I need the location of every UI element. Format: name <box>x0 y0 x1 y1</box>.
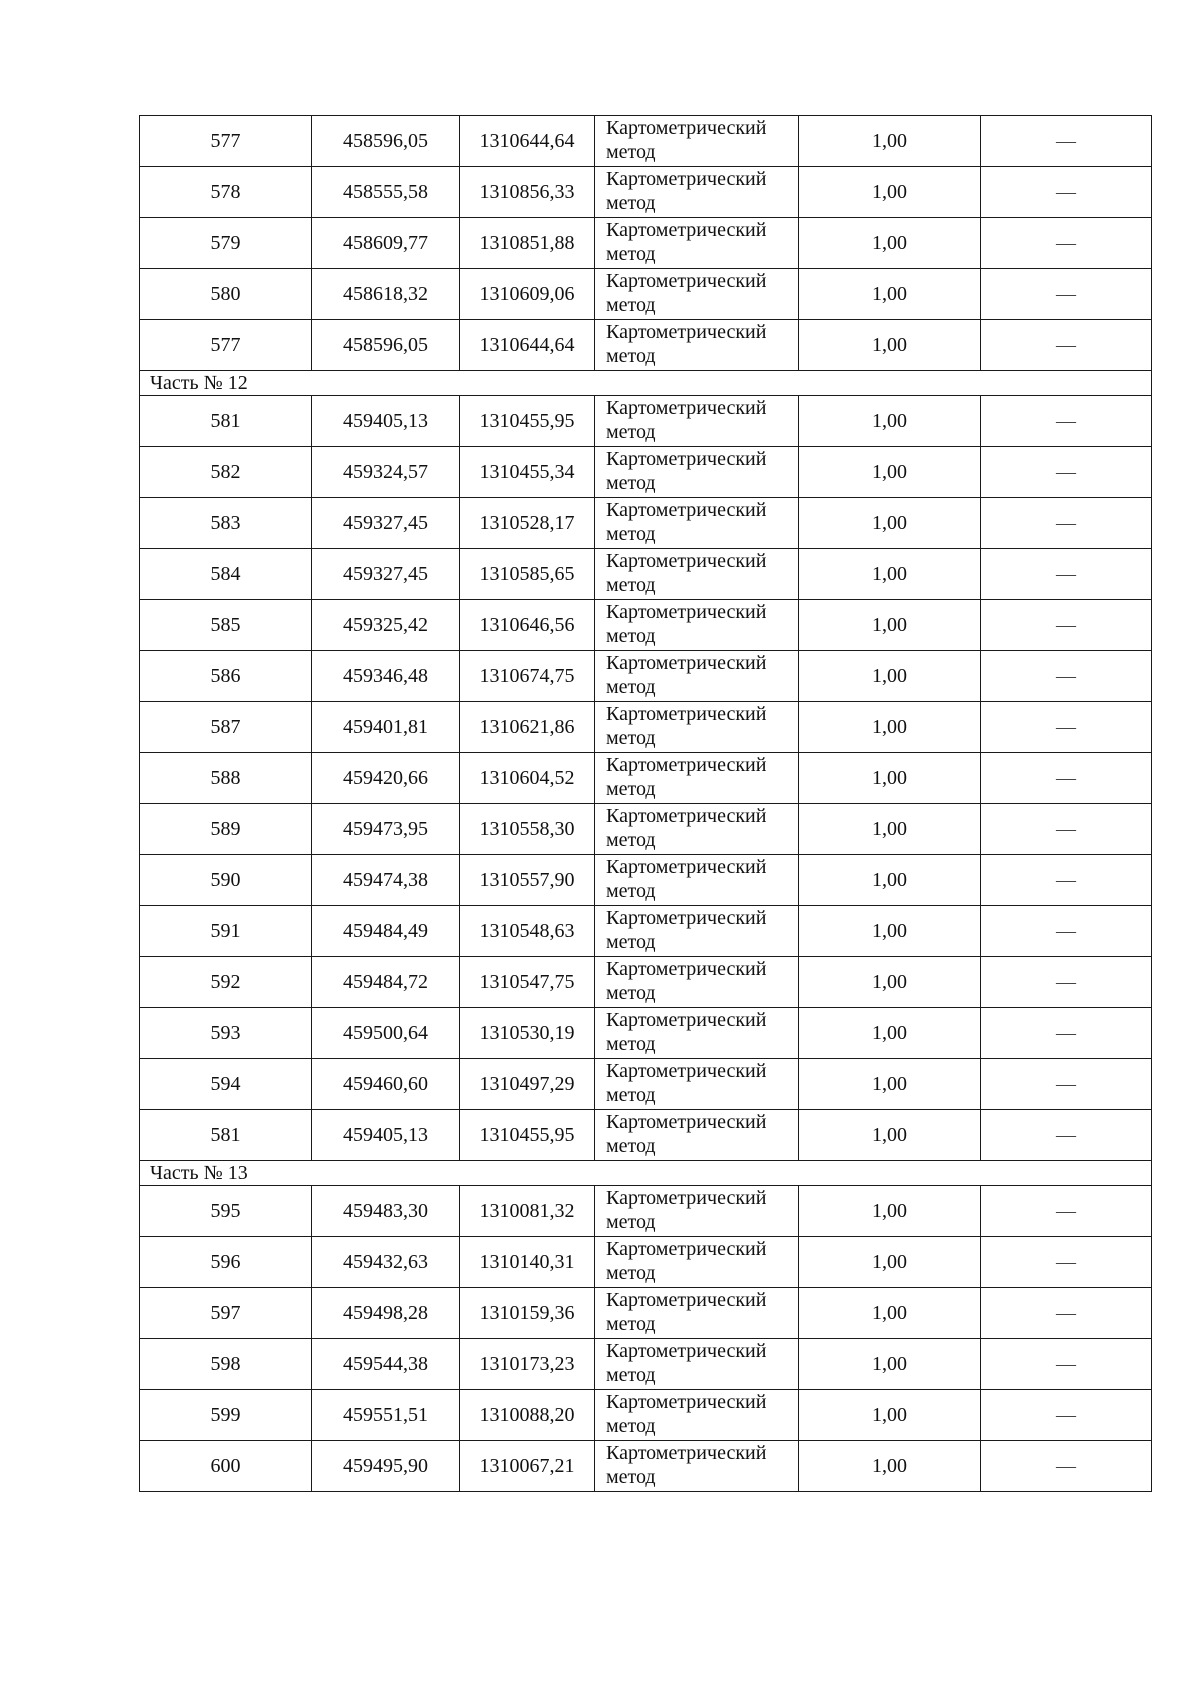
method-cell: Картометрический метод <box>595 1237 799 1288</box>
table-row <box>140 753 1152 804</box>
method-cell: Картометрический метод <box>595 447 799 498</box>
accuracy-cell: 1,00 <box>799 1237 981 1288</box>
section-title: Часть № 12 <box>140 371 1152 396</box>
method-cell: Картометрический метод <box>595 906 799 957</box>
point-number-cell: 577 <box>140 116 312 167</box>
method-cell: Картометрический метод <box>595 651 799 702</box>
table-row <box>140 1237 1152 1288</box>
y-coordinate-cell: 1310547,75 <box>460 957 595 1008</box>
table-row <box>140 651 1152 702</box>
note-cell: — <box>981 1059 1152 1110</box>
table-row <box>140 1008 1152 1059</box>
accuracy-cell: 1,00 <box>799 116 981 167</box>
point-number-cell: 585 <box>140 600 312 651</box>
accuracy-cell: 1,00 <box>799 957 981 1008</box>
x-coordinate-cell: 459484,49 <box>312 906 460 957</box>
note-cell: — <box>981 804 1152 855</box>
accuracy-cell: 1,00 <box>799 1441 981 1492</box>
point-number-cell: 580 <box>140 269 312 320</box>
accuracy-cell: 1,00 <box>799 906 981 957</box>
y-coordinate-cell: 1310856,33 <box>460 167 595 218</box>
note-cell: — <box>981 1441 1152 1492</box>
note-cell: — <box>981 116 1152 167</box>
y-coordinate-cell: 1310609,06 <box>460 269 595 320</box>
x-coordinate-cell: 459484,72 <box>312 957 460 1008</box>
point-number-cell: 583 <box>140 498 312 549</box>
table-row <box>140 1059 1152 1110</box>
section-title: Часть № 13 <box>140 1161 1152 1186</box>
x-coordinate-cell: 459500,64 <box>312 1008 460 1059</box>
accuracy-cell: 1,00 <box>799 498 981 549</box>
note-cell: — <box>981 1110 1152 1161</box>
y-coordinate-cell: 1310455,95 <box>460 396 595 447</box>
method-cell: Картометрический метод <box>595 549 799 600</box>
accuracy-cell: 1,00 <box>799 1059 981 1110</box>
y-coordinate-cell: 1310557,90 <box>460 855 595 906</box>
method-cell: Картометрический метод <box>595 1186 799 1237</box>
note-cell: — <box>981 600 1152 651</box>
method-cell: Картометрический метод <box>595 396 799 447</box>
method-cell: Картометрический метод <box>595 855 799 906</box>
point-number-cell: 578 <box>140 167 312 218</box>
y-coordinate-cell: 1310644,64 <box>460 320 595 371</box>
y-coordinate-cell: 1310088,20 <box>460 1390 595 1441</box>
y-coordinate-cell: 1310497,29 <box>460 1059 595 1110</box>
table-row <box>140 1288 1152 1339</box>
table-row <box>140 218 1152 269</box>
table-row <box>140 702 1152 753</box>
coordinates-table-body <box>140 116 1152 1492</box>
table-row <box>140 906 1152 957</box>
accuracy-cell: 1,00 <box>799 447 981 498</box>
x-coordinate-cell: 459324,57 <box>312 447 460 498</box>
method-cell: Картометрический метод <box>595 753 799 804</box>
point-number-cell: 577 <box>140 320 312 371</box>
note-cell: — <box>981 1008 1152 1059</box>
x-coordinate-cell: 458555,58 <box>312 167 460 218</box>
note-cell: — <box>981 957 1152 1008</box>
accuracy-cell: 1,00 <box>799 702 981 753</box>
y-coordinate-cell: 1310528,17 <box>460 498 595 549</box>
table-row <box>140 855 1152 906</box>
point-number-cell: 581 <box>140 1110 312 1161</box>
method-cell: Картометрический метод <box>595 1110 799 1161</box>
table-row <box>140 600 1152 651</box>
x-coordinate-cell: 459405,13 <box>312 1110 460 1161</box>
point-number-cell: 590 <box>140 855 312 906</box>
method-cell: Картометрический метод <box>595 1390 799 1441</box>
point-number-cell: 587 <box>140 702 312 753</box>
note-cell: — <box>981 1390 1152 1441</box>
note-cell: — <box>981 320 1152 371</box>
y-coordinate-cell: 1310455,34 <box>460 447 595 498</box>
x-coordinate-cell: 459327,45 <box>312 498 460 549</box>
x-coordinate-cell: 459495,90 <box>312 1441 460 1492</box>
point-number-cell: 579 <box>140 218 312 269</box>
x-coordinate-cell: 459473,95 <box>312 804 460 855</box>
y-coordinate-cell: 1310604,52 <box>460 753 595 804</box>
y-coordinate-cell: 1310621,86 <box>460 702 595 753</box>
table-row <box>140 396 1152 447</box>
note-cell: — <box>981 218 1152 269</box>
y-coordinate-cell: 1310644,64 <box>460 116 595 167</box>
accuracy-cell: 1,00 <box>799 1186 981 1237</box>
accuracy-cell: 1,00 <box>799 753 981 804</box>
note-cell: — <box>981 855 1152 906</box>
table-row <box>140 804 1152 855</box>
note-cell: — <box>981 167 1152 218</box>
note-cell: — <box>981 702 1152 753</box>
method-cell: Картометрический метод <box>595 269 799 320</box>
x-coordinate-cell: 459405,13 <box>312 396 460 447</box>
accuracy-cell: 1,00 <box>799 855 981 906</box>
note-cell: — <box>981 1237 1152 1288</box>
x-coordinate-cell: 459327,45 <box>312 549 460 600</box>
point-number-cell: 588 <box>140 753 312 804</box>
accuracy-cell: 1,00 <box>799 1339 981 1390</box>
y-coordinate-cell: 1310548,63 <box>460 906 595 957</box>
y-coordinate-cell: 1310140,31 <box>460 1237 595 1288</box>
note-cell: — <box>981 1186 1152 1237</box>
accuracy-cell: 1,00 <box>799 1110 981 1161</box>
accuracy-cell: 1,00 <box>799 1390 981 1441</box>
method-cell: Картометрический метод <box>595 116 799 167</box>
point-number-cell: 591 <box>140 906 312 957</box>
y-coordinate-cell: 1310851,88 <box>460 218 595 269</box>
accuracy-cell: 1,00 <box>799 218 981 269</box>
x-coordinate-cell: 459551,51 <box>312 1390 460 1441</box>
method-cell: Картометрический метод <box>595 957 799 1008</box>
table-row <box>140 167 1152 218</box>
x-coordinate-cell: 459401,81 <box>312 702 460 753</box>
accuracy-cell: 1,00 <box>799 320 981 371</box>
note-cell: — <box>981 651 1152 702</box>
table-row <box>140 957 1152 1008</box>
point-number-cell: 584 <box>140 549 312 600</box>
method-cell: Картометрический метод <box>595 218 799 269</box>
y-coordinate-cell: 1310067,21 <box>460 1441 595 1492</box>
x-coordinate-cell: 459346,48 <box>312 651 460 702</box>
table-row <box>140 1441 1152 1492</box>
method-cell: Картометрический метод <box>595 1288 799 1339</box>
table-row <box>140 447 1152 498</box>
y-coordinate-cell: 1310558,30 <box>460 804 595 855</box>
method-cell: Картометрический метод <box>595 1059 799 1110</box>
accuracy-cell: 1,00 <box>799 269 981 320</box>
note-cell: — <box>981 906 1152 957</box>
table-row <box>140 1339 1152 1390</box>
point-number-cell: 600 <box>140 1441 312 1492</box>
x-coordinate-cell: 458596,05 <box>312 320 460 371</box>
x-coordinate-cell: 458618,32 <box>312 269 460 320</box>
point-number-cell: 592 <box>140 957 312 1008</box>
method-cell: Картометрический метод <box>595 702 799 753</box>
accuracy-cell: 1,00 <box>799 651 981 702</box>
section-header-row <box>140 371 1152 396</box>
method-cell: Картометрический метод <box>595 804 799 855</box>
y-coordinate-cell: 1310674,75 <box>460 651 595 702</box>
accuracy-cell: 1,00 <box>799 549 981 600</box>
method-cell: Картометрический метод <box>595 1339 799 1390</box>
point-number-cell: 599 <box>140 1390 312 1441</box>
note-cell: — <box>981 498 1152 549</box>
method-cell: Картометрический метод <box>595 1008 799 1059</box>
accuracy-cell: 1,00 <box>799 396 981 447</box>
x-coordinate-cell: 459544,38 <box>312 1339 460 1390</box>
point-number-cell: 595 <box>140 1186 312 1237</box>
y-coordinate-cell: 1310530,19 <box>460 1008 595 1059</box>
accuracy-cell: 1,00 <box>799 1288 981 1339</box>
point-number-cell: 596 <box>140 1237 312 1288</box>
table-row <box>140 1186 1152 1237</box>
table-row <box>140 498 1152 549</box>
note-cell: — <box>981 1339 1152 1390</box>
x-coordinate-cell: 458609,77 <box>312 218 460 269</box>
method-cell: Картометрический метод <box>595 167 799 218</box>
y-coordinate-cell: 1310081,32 <box>460 1186 595 1237</box>
point-number-cell: 598 <box>140 1339 312 1390</box>
x-coordinate-cell: 459498,28 <box>312 1288 460 1339</box>
accuracy-cell: 1,00 <box>799 804 981 855</box>
section-header-row <box>140 1161 1152 1186</box>
table-row <box>140 1110 1152 1161</box>
note-cell: — <box>981 549 1152 600</box>
method-cell: Картометрический метод <box>595 600 799 651</box>
table-row <box>140 549 1152 600</box>
table-row <box>140 320 1152 371</box>
x-coordinate-cell: 459460,60 <box>312 1059 460 1110</box>
point-number-cell: 582 <box>140 447 312 498</box>
method-cell: Картометрический метод <box>595 1441 799 1492</box>
note-cell: — <box>981 1288 1152 1339</box>
x-coordinate-cell: 459483,30 <box>312 1186 460 1237</box>
table-row <box>140 269 1152 320</box>
x-coordinate-cell: 459432,63 <box>312 1237 460 1288</box>
method-cell: Картометрический метод <box>595 320 799 371</box>
point-number-cell: 581 <box>140 396 312 447</box>
x-coordinate-cell: 458596,05 <box>312 116 460 167</box>
note-cell: — <box>981 447 1152 498</box>
point-number-cell: 594 <box>140 1059 312 1110</box>
point-number-cell: 597 <box>140 1288 312 1339</box>
x-coordinate-cell: 459420,66 <box>312 753 460 804</box>
method-cell: Картометрический метод <box>595 498 799 549</box>
x-coordinate-cell: 459325,42 <box>312 600 460 651</box>
y-coordinate-cell: 1310585,65 <box>460 549 595 600</box>
table-row <box>140 1390 1152 1441</box>
y-coordinate-cell: 1310173,23 <box>460 1339 595 1390</box>
accuracy-cell: 1,00 <box>799 1008 981 1059</box>
accuracy-cell: 1,00 <box>799 600 981 651</box>
point-number-cell: 586 <box>140 651 312 702</box>
y-coordinate-cell: 1310159,36 <box>460 1288 595 1339</box>
x-coordinate-cell: 459474,38 <box>312 855 460 906</box>
note-cell: — <box>981 753 1152 804</box>
y-coordinate-cell: 1310455,95 <box>460 1110 595 1161</box>
table-row <box>140 116 1152 167</box>
y-coordinate-cell: 1310646,56 <box>460 600 595 651</box>
point-number-cell: 589 <box>140 804 312 855</box>
coordinates-table <box>139 115 1152 1492</box>
note-cell: — <box>981 396 1152 447</box>
note-cell: — <box>981 269 1152 320</box>
accuracy-cell: 1,00 <box>799 167 981 218</box>
point-number-cell: 593 <box>140 1008 312 1059</box>
